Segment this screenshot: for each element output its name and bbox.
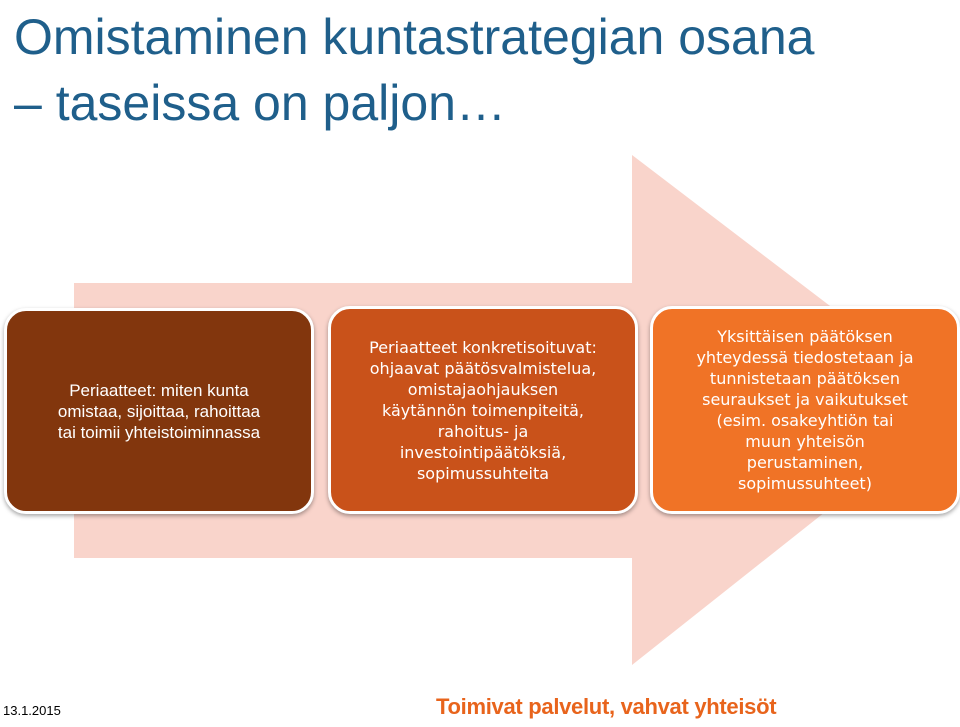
step-box-principles-text: Periaatteet: miten kunta omistaa, sijoittaa, rahoittaa tai toimii yhteistoiminnassa xyxy=(57,380,261,442)
step-box-concretization xyxy=(328,306,638,514)
footer-slogan: Toimivat palvelut, vahvat yhteisöt xyxy=(436,694,777,719)
slide-title-line-1: Omistaminen kuntastrategian osana xyxy=(14,9,815,65)
slide-title xyxy=(14,4,944,136)
step-box-individual-decision xyxy=(650,306,960,514)
step-box-principles xyxy=(4,308,314,514)
step-box-individual-decision-text: Yksittäisen päätöksen yhteydessä tiedostetaan ja tunnistetaan päätöksen seuraukset ja vaikutukset (esim. osakeyhtiön tai muun yhteisön perustaminen, sopimussuhteet) xyxy=(696,327,914,493)
slide-title-line-2: – taseissa on paljon… xyxy=(14,75,506,131)
step-box-concretization-text: Periaatteet konkretisoituvat: ohjaavat päätösvalmistelua, omistajaohjauksen käytännön toimenpiteitä, rahoitus- ja investointipäätöksiä, sopimussuhteita xyxy=(369,337,597,483)
footer-date: 13.1.2015 xyxy=(3,703,61,718)
